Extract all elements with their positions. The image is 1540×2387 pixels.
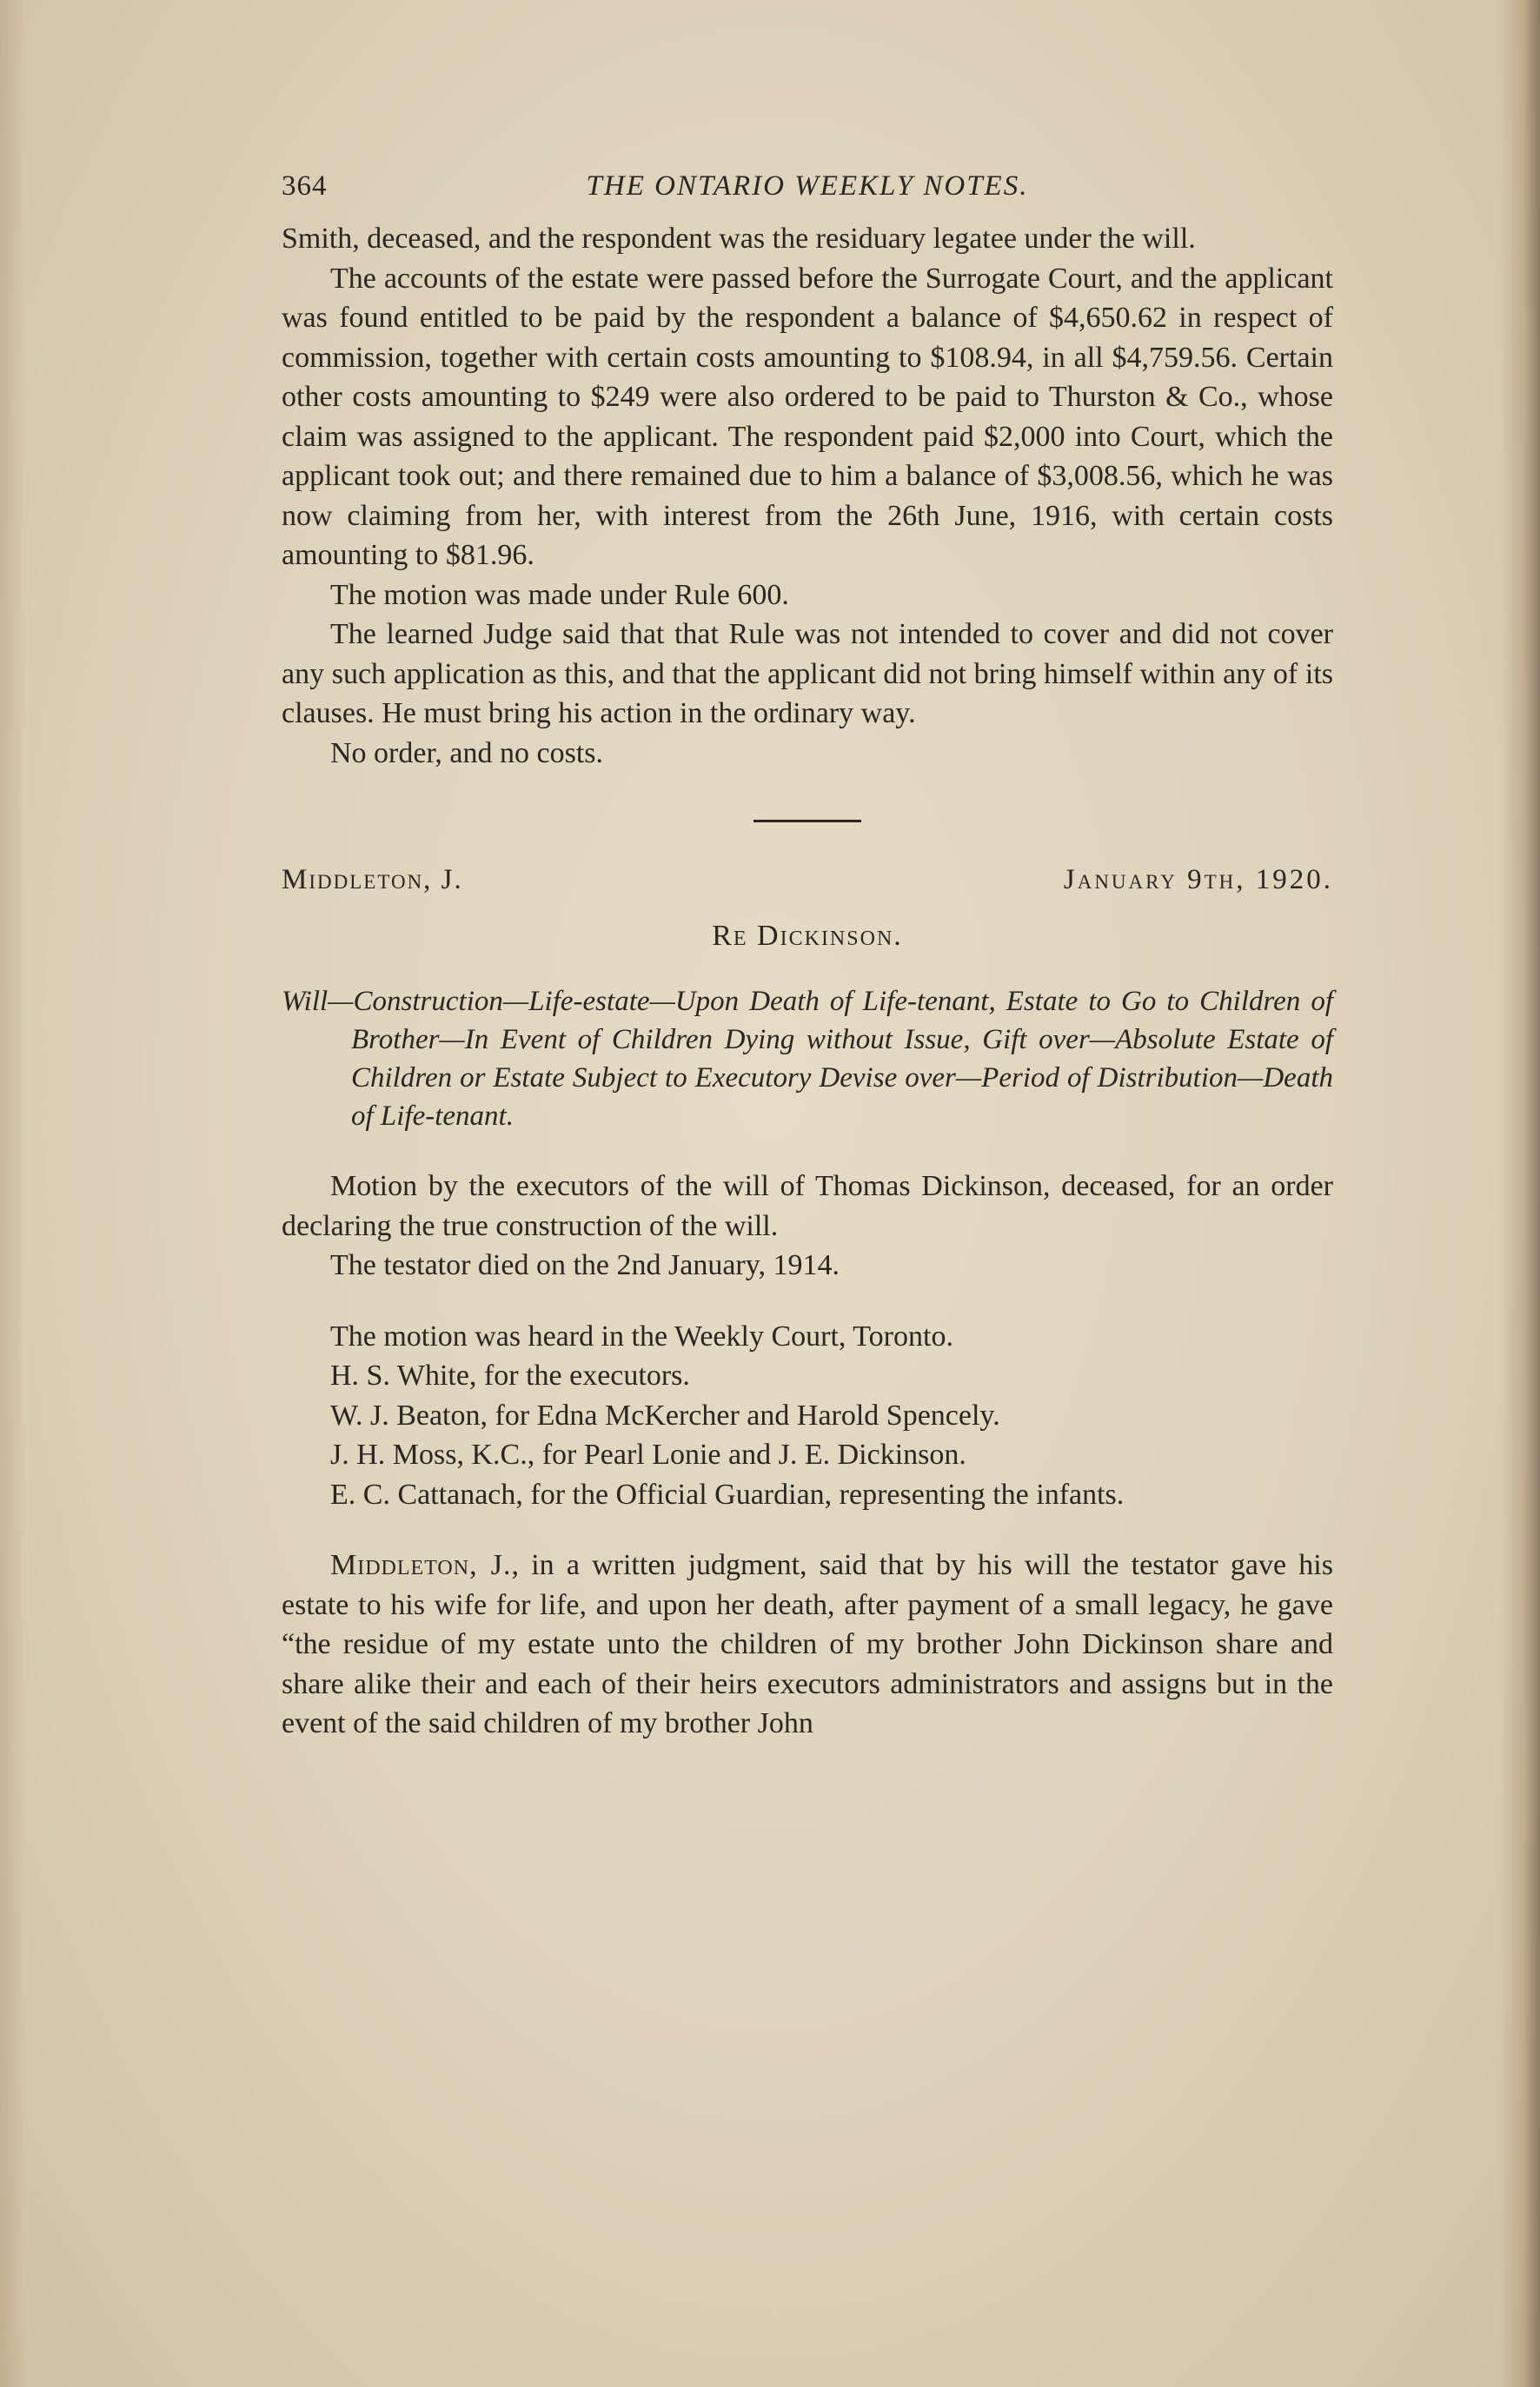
- page-left-edge-shadow: [0, 0, 26, 2387]
- page-number: 364: [282, 170, 328, 202]
- court-line: [282, 864, 1333, 906]
- journal-title: THE ONTARIO WEEKLY NOTES.: [586, 170, 1029, 202]
- section-divider: [753, 820, 861, 822]
- counsel-line: W. J. Beaton, for Edna McKercher and Harold Spencely.: [330, 1399, 1000, 1432]
- previous-case-conclusion: [282, 219, 1333, 773]
- paragraph: The testator died on the 2nd January, 1914.: [330, 1249, 840, 1281]
- judgment-paragraph: [282, 1546, 1333, 1744]
- running-head: [282, 170, 1333, 219]
- counsel-line: J. H. Moss, K.C., for Pearl Lonie and J. E. Dickinson.: [330, 1439, 966, 1471]
- paragraph: The motion was heard in the Weekly Court, Toronto.: [330, 1320, 953, 1353]
- judgment-text: , in a written judgment, said that by his will the testator gave his estate to his wife for life, and upon her death, after payment of a small legacy, he gave “the residue of my estate unto the children of my brother John Dickinson share and share alike their and each of their heirs executors administrators and assigns but in the event of the said children of my brother John: [282, 1549, 1333, 1739]
- counsel-line: E. C. Cattanach, for the Official Guardian, representing the infants.: [330, 1478, 1125, 1511]
- paragraph: Smith, deceased, and the respondent was the residuary legatee under the will.: [282, 223, 1196, 255]
- judgment-date: January 9th, 1920.: [1063, 864, 1333, 895]
- motion-section: [282, 1167, 1333, 1286]
- paragraph: The accounts of the estate were passed before the Surrogate Court, and the applicant was found entitled to be paid by the respondent a balance of $4,650.62 in respect of commission, together with certain costs amounting to $108.94, in all $4,759.56. Certain other costs amounting to $249 were also ordered to be paid to Thurston & Co., whose claim was assigned to the applicant. The respondent paid $2,000 into Court, which the applicant took out; and there remained due to him a balance of $3,008.56, which he was now claiming from her, with interest from the 26th June, 1916, with certain costs amounting to $81.96.: [282, 262, 1333, 571]
- headnote: Will—Construction—Life-estate—Upon Death of Life-tenant, Estate to Go to Children of Brother—In Event of Children Dying without Issue, Gift over—Absolute Estate of Children or Estate Subject to Executory Devise over—Period of Distribution—Death of Life-tenant.: [282, 986, 1333, 1132]
- judgment-judge-name: Middleton, J.: [330, 1549, 512, 1581]
- page-right-edge-shadow: [1500, 0, 1540, 2387]
- counsel-line: H. S. White, for the executors.: [330, 1360, 690, 1392]
- judge-name: Middleton, J.: [282, 864, 463, 895]
- paragraph: No order, and no costs.: [330, 736, 604, 769]
- paragraph: Motion by the executors of the will of Thomas Dickinson, deceased, for an order declaring the true construction of the will.: [282, 1170, 1333, 1242]
- case-title: Re Dickinson.: [712, 920, 903, 952]
- hearing-section: [282, 1317, 1333, 1515]
- text-column: [282, 170, 1333, 1744]
- paragraph: The learned Judge said that that Rule was not intended to cover and did not cover any such application as this, and that the applicant did not bring himself within any of its clauses. He must bring his action in the ordinary way.: [282, 618, 1333, 729]
- paragraph: The motion was made under Rule 600.: [330, 578, 789, 611]
